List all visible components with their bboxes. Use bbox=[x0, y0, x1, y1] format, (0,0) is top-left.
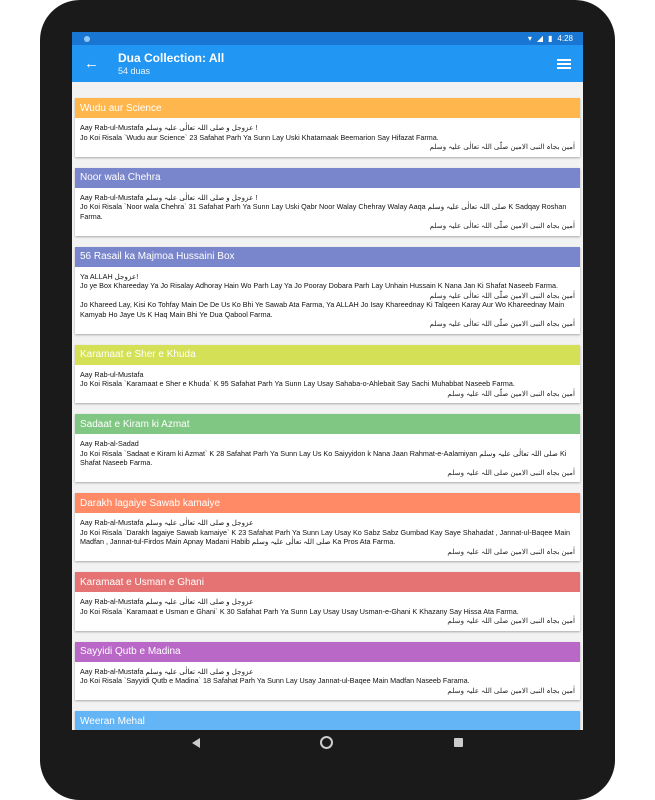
screen bbox=[72, 32, 583, 730]
clock: 4:28 bbox=[557, 34, 573, 43]
dua-card-title: Karamaat e Usman e Ghani bbox=[75, 572, 580, 592]
dua-card-body bbox=[75, 592, 580, 631]
dua-card[interactable] bbox=[75, 345, 580, 404]
ameen-text: اٰمین بجاہ النبی الامین صلی اللہ علیہ وسلم bbox=[447, 546, 575, 556]
back-arrow-icon[interactable]: ← bbox=[84, 55, 99, 72]
back-nav-icon[interactable] bbox=[192, 738, 200, 748]
dua-card-title: Sayyidi Qutb e Madina bbox=[75, 642, 580, 662]
dua-text: Aay Rab-al-Mustafa عزوجل و صلی اللہ تعالٰی علیہ وسلم bbox=[80, 597, 254, 606]
dua-card[interactable] bbox=[75, 493, 580, 561]
dua-card[interactable] bbox=[75, 168, 580, 236]
dua-text: Jo Koi Risala `Karamaat e Usman e Ghani` K 30 Safahat Parh Ya Sunn Lay Usay Usay Usman-e-Ghani K Khazany Say Hissa Ata Farma. bbox=[80, 606, 519, 616]
menu-icon[interactable] bbox=[557, 57, 571, 71]
dua-text: Jo ye Box Khareeday Ya Jo Risalay Adhoray Hain Wo Parh Lay Ya Jo Pooray Dobara Parh Lay Unhain Hussain K Nana Jan Ki Shafat Naseeb Farma. bbox=[80, 281, 558, 290]
dua-card[interactable] bbox=[75, 414, 580, 482]
signal-icon: ◢ bbox=[536, 34, 544, 43]
dua-text: Aay Rab-ul-Mustafa bbox=[80, 369, 144, 379]
status-bar bbox=[72, 32, 583, 45]
dua-card-title: Karamaat e Sher e Khuda bbox=[75, 345, 580, 365]
dua-text: Jo Khareed Lay, Kisi Ko Tohfay Main De De Us Ko Bhi Ye Sawab Ata Farma, Ya ALLAH Jo Isay Khareednay Ki Talqeen Karay Aur Wo Khareednay Main Kamyab Ho Jaye Us K Haq Main Bhi Ye Dua Qabool Farma. bbox=[80, 300, 565, 319]
dua-card-body bbox=[75, 188, 580, 236]
ameen-text: اٰمین بجاہ النبی الامین صلّی اللہ تعالٰی علیہ وسلم bbox=[429, 221, 575, 230]
dua-text: Aay Rab-al-Sadad bbox=[80, 439, 139, 448]
dua-text: Jo Koi Risala `Darakh lagaiye Sawab kamaiye` K 23 Safahat Parh Ya Sunn Lay Usay Ko Sabz Sabz Gumbad Kay Saye Shahadat , Jannat-ul-Baqee Main Madfan , Jannat-tul-Firdos Main Apnay Madani Habib صلی اللہ تعالٰی علیہ وسلم Ka Pros Ata Farma. bbox=[80, 527, 570, 546]
dua-card-body bbox=[75, 662, 580, 701]
dua-card[interactable] bbox=[75, 642, 580, 701]
dua-card-body bbox=[75, 513, 580, 561]
ameen-text: اٰمین بجاہ النبی الامین صلّی اللہ تعالٰی علیہ وسلم bbox=[429, 290, 575, 300]
page-title: Dua Collection: All bbox=[118, 51, 225, 65]
navigation-bar bbox=[72, 730, 583, 755]
dua-card-body bbox=[75, 434, 580, 482]
dua-card[interactable] bbox=[75, 711, 580, 730]
dua-card-title: Noor wala Chehra bbox=[75, 168, 580, 188]
ameen-text: اٰمین بجاہ النبی الامین صلّی اللہ تعالٰی علیہ وسلم bbox=[429, 319, 575, 328]
notification-icon bbox=[84, 36, 90, 42]
dua-list[interactable] bbox=[72, 82, 583, 730]
dua-card-title: Sadaat e Kiram ki Azmat bbox=[75, 414, 580, 434]
dua-card-title: Wudu aur Science bbox=[75, 98, 580, 118]
ameen-text: اٰمین بجاہ النبی الامین صلّی اللہ تعالٰی علیہ وسلم bbox=[429, 142, 575, 151]
dua-card[interactable] bbox=[75, 572, 580, 631]
dua-text: Aay Rab-al-Mustafa عزوجل و صلی اللہ تعالٰی علیہ وسلم bbox=[80, 666, 254, 676]
app-bar bbox=[72, 45, 583, 82]
home-nav-icon[interactable] bbox=[320, 736, 333, 749]
dua-text: Ya ALLAH عزوجل! bbox=[80, 271, 139, 281]
dua-text: Jo Koi Risala `Karamaat e Sher e Khuda` K 95 Safahat Parh Ya Sunn Lay Usay Sahaba-o-Ahlebait Say Sachi Muhabbat Naseeb Farma. bbox=[80, 379, 515, 388]
dua-card-title: Weeran Mehal bbox=[75, 711, 580, 730]
dua-card-body bbox=[75, 118, 580, 157]
ameen-text: اٰمین بجاہ النبی الامین صلی اللہ علیہ وسلم bbox=[447, 616, 575, 625]
dua-text: Jo Koi Risala `Sayyidi Qutb e Madina` 18 Safahat Parh Ya Sunn Lay Usay Jannat-ul-Baqee Main Madfan Naseeb Farama. bbox=[80, 676, 470, 685]
dua-card-title: Darakh lagaiye Sawab kamaiye bbox=[75, 493, 580, 513]
dua-text: Jo Koi Risala `Sadaat e Kiram ki Azmat` K 28 Safahat Parh Ya Sunn Lay Us Ko Saiyyidon k Nana Jaan Rahmat-e-Aalamiyan صلی اللہ تعالٰی علیہ وسلم Ki Shafat Naseeb Farma. bbox=[80, 448, 567, 467]
dua-card-body bbox=[75, 267, 580, 334]
wifi-icon: ▾ bbox=[527, 34, 532, 43]
ameen-text: اٰمین بجاہ النبی الامین صلّی اللہ علیہ وسلم bbox=[447, 388, 575, 398]
dua-text: Aay Rab-ul-Mustafa عزوجل و صلی اللہ تعالٰی علیہ وسلم ! bbox=[80, 123, 258, 132]
battery-icon: ▮ bbox=[548, 34, 553, 43]
dua-card-title: 56 Rasail ka Majmoa Hussaini Box bbox=[75, 247, 580, 267]
recents-nav-icon[interactable] bbox=[454, 738, 463, 747]
dua-text: Aay Rab-al-Mustafa عزوجل و صلی اللہ تعالٰی علیہ وسلم bbox=[80, 518, 254, 527]
ameen-text: اٰمین بجاہ النبی الامین صلی اللہ علیہ وسلم bbox=[447, 467, 575, 477]
dua-card[interactable] bbox=[75, 247, 580, 334]
dua-text: Aay Rab-ul-Mustafa عزوجل و صلی اللہ تعالٰی علیہ وسلم ! bbox=[80, 192, 258, 202]
dua-count: 54 duas bbox=[118, 66, 151, 76]
dua-card[interactable] bbox=[75, 98, 580, 157]
dua-text: Jo Koi Risala `Noor wala Chehra` 31 Safahat Parh Ya Sunn Lay Uski Qabr Noor Walay Chehray Walay Aaqa صلی اللہ تعالٰی علیہ وسلم K Sadqay Roshan Farma. bbox=[80, 202, 567, 221]
ameen-text: اٰمین بجاہ النبی الامین صلی اللہ علیہ وسلم bbox=[447, 685, 575, 695]
dua-text: Jo Koi Risala `Wudu aur Science` 23 Safahat Parh Ya Sunn Lay Uski Khatarnaak Beemarion Say Hifazat Farma. bbox=[80, 132, 439, 142]
dua-card-body bbox=[75, 365, 580, 404]
